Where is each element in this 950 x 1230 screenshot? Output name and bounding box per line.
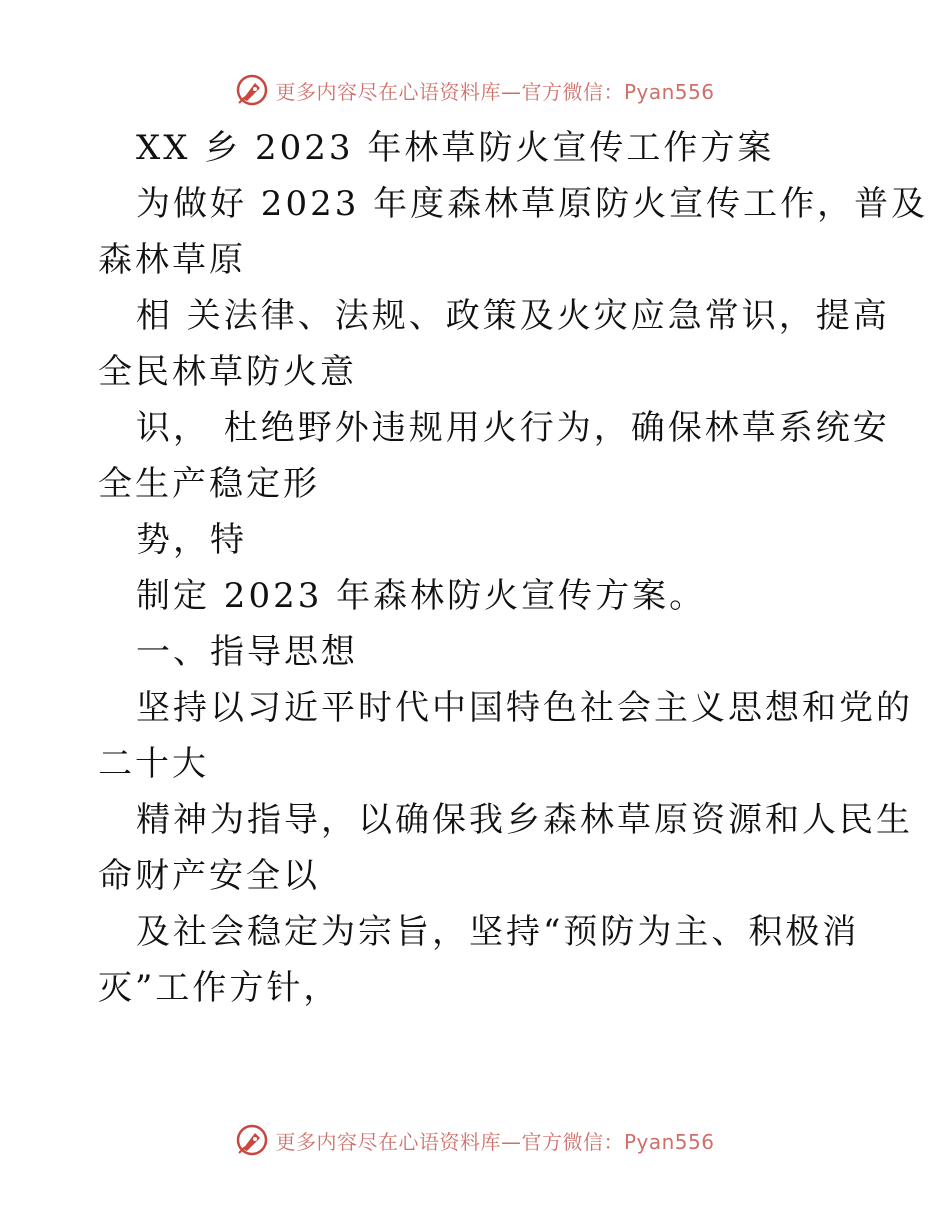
header-watermark — [0, 70, 950, 110]
footer-watermark — [0, 1120, 950, 1160]
paragraph-line: 命财产安全以 — [98, 856, 320, 896]
paragraph-line: 全生产稳定形 — [98, 464, 320, 504]
paragraph-line: 灭”工作方针， — [98, 968, 341, 1008]
paragraph-line: 及社会稳定为宗旨，坚持“预防为主、积极消 — [136, 912, 860, 952]
document-title: XX 乡 2023 年林草防火宣传工作方案 — [136, 128, 775, 168]
paragraph-line: 势，特 — [136, 520, 247, 560]
watermark-text: 更多内容尽在心语资料库—官方微信：Pyan556 — [275, 79, 715, 104]
paragraph-line: 为做好 2023 年度森林草原防火宣传工作，普及 — [136, 184, 929, 224]
paragraph-line: 二十大 — [98, 744, 209, 784]
paragraph-line: 精神为指导，以确保我乡森林草原资源和人民生 — [136, 800, 913, 840]
paragraph-line: 全民林草防火意 — [98, 352, 357, 392]
section-heading: 一、指导思想 — [136, 632, 358, 672]
watermark-text: 更多内容尽在心语资料库—官方微信：Pyan556 — [275, 1129, 715, 1154]
document-body — [98, 120, 929, 1016]
paragraph-line: 制定 2023 年森林防火宣传方案。 — [136, 576, 707, 616]
paragraph-line: 识， 杜绝野外违规用火行为，确保林草系统安 — [136, 408, 890, 448]
pen-nib-logo-icon — [235, 73, 269, 107]
paragraph-line: 森林草原 — [98, 240, 246, 280]
paragraph-line: 坚持以习近平时代中国特色社会主义思想和党的 — [136, 688, 913, 728]
pen-nib-logo-icon — [235, 1123, 269, 1157]
paragraph-line: 相 关法律、法规、政策及火灾应急常识，提高 — [136, 296, 890, 336]
